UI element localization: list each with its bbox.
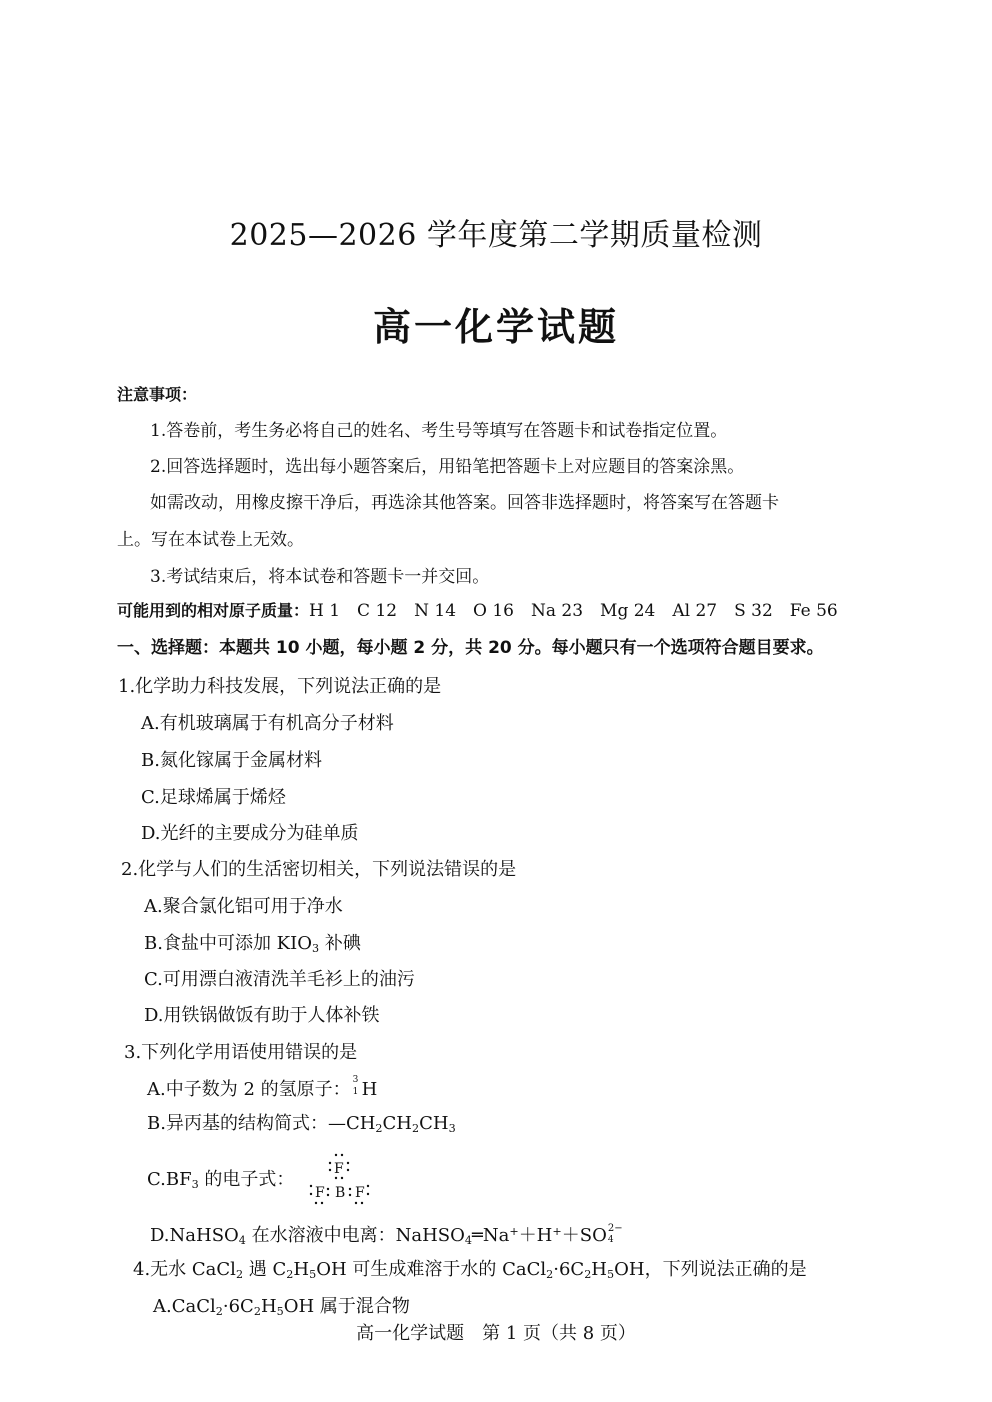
q1-option-b: B.氮化镓属于金属材料 — [141, 750, 322, 771]
q4-option-a: $A.CaCl_2\cdot 6C_2H_5OH$ 属于混合物 — [153, 1296, 410, 1318]
sulfate-charge: 2− 4 — [607, 1223, 623, 1246]
q1-option-d: D.光纤的主要成分为硅单质 — [141, 823, 359, 844]
lewis-f-left: F — [315, 1185, 325, 1201]
subject-title: 高一化学试题 — [372, 304, 619, 349]
lewis-b-center: B — [335, 1185, 346, 1201]
q1-stem: 1.化学助力科技发展，下列说法正确的是 — [118, 676, 442, 697]
note-2a: 2.回答选择题时，选出每小题答案后，用铅笔把答题卡上对应题目的答案涂黑。 — [150, 457, 745, 477]
q4-stem: 4.无水 CaCl$_2$ 遇 $C_2H_5OH$ 可生成难溶于水的 $CaCl_2\cdot 6C_2H_5OH$，下列说法正确的是 — [133, 1259, 807, 1281]
notes-heading: 注意事项： — [117, 385, 198, 404]
section-1-heading: 一、选择题：本题共 10 小题，每小题 2 分，共 20 分。每小题只有一个选项符合题目要求。 — [117, 638, 824, 658]
q2-option-a: A.聚合氯化铝可用于净水 — [144, 896, 343, 917]
q2-option-c: C.可用漂白液清洗羊毛衫上的油污 — [144, 969, 415, 990]
q3-option-a: A.中子数为 2 的氢原子： 3 1 H — [147, 1075, 378, 1100]
atomic-masses — [117, 603, 838, 620]
nuclide-notation: 3 1 — [352, 1075, 359, 1097]
note-1: 1.答卷前，考生务必将自己的姓名、考生号等填写在答题卡和试卷指定位置。 — [150, 421, 728, 441]
q3-option-b: B.异丙基的结构简式：$—CH_2CH_2CH_3$ — [147, 1113, 456, 1135]
exam-title: 2025—2026 学年度第二学期质量检测 — [229, 218, 763, 253]
lewis-f-right: F — [355, 1185, 365, 1201]
atomic-masses-values: H 1 C 12 N 14 O 16 Na 23 Mg 24 Al 27 S 32 Fe 56 — [309, 601, 838, 621]
note-3: 3.考试结束后，将本试卷和答题卡一并交回。 — [150, 567, 490, 587]
lewis-f-top: F — [334, 1161, 344, 1177]
bf3-lewis-structure — [298, 1150, 380, 1210]
note-2c: 上。写在本试卷上无效。 — [117, 530, 304, 550]
q2-option-b: B.食盐中可添加 $KIO_3$ 补碘 — [144, 933, 361, 955]
q3-stem: 3.下列化学用语使用错误的是 — [124, 1042, 358, 1063]
q1-option-c: C.足球烯属于烯烃 — [141, 787, 286, 808]
q2-stem: 2.化学与人们的生活密切相关，下列说法错误的是 — [121, 859, 517, 880]
atomic-masses-label: 可能用到的相对原子质量： — [117, 601, 310, 620]
q2-option-d: D.用铁锅做饭有助于人体补铁 — [144, 1005, 380, 1026]
q3-option-d: D.NaHSO$_4$ 在水溶液中电离：NaHSO$_4$═Na+＋H+＋SO 2− 4 — [150, 1226, 625, 1246]
page-footer: 高一化学试题 第 1 页（共 8 页） — [356, 1323, 636, 1344]
q3-option-c: $C.BF_3$ 的电子式： — [147, 1169, 295, 1191]
note-2b: 如需改动，用橡皮擦干净后，再选涂其他答案。回答非选择题时，将答案写在答题卡 — [150, 493, 779, 513]
q1-option-a: A.有机玻璃属于有机高分子材料 — [141, 713, 394, 734]
